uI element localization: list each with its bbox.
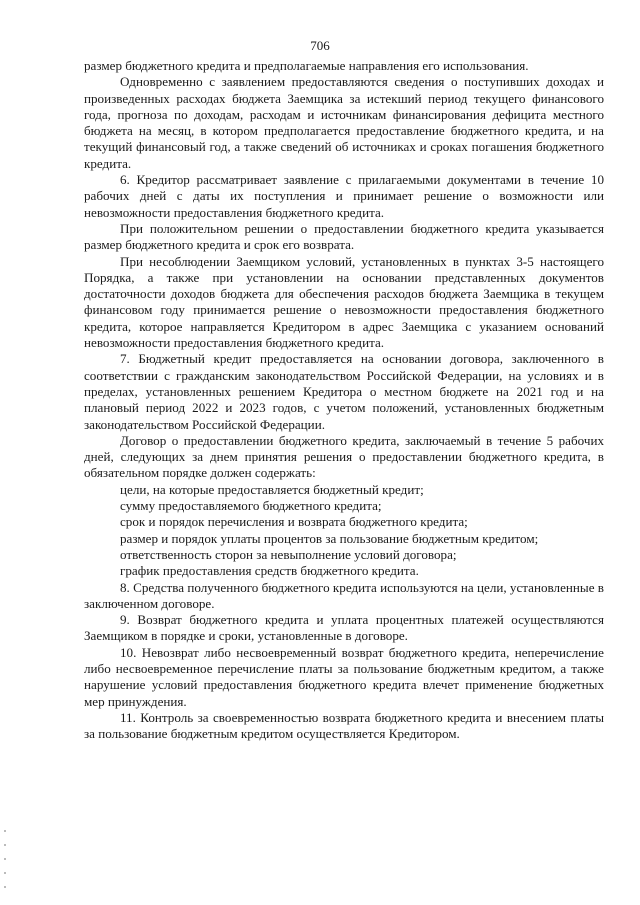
paragraph: Договор о предоставлении бюджетного кредита, заключаемый в течение 5 рабочих дней, следующих за днем принятия решения о предоставлении бюджетного кредита, в обязательном порядке должен содержать: — [84, 432, 604, 481]
paragraph: При положительном решении о предоставлении бюджетного кредита указывается размер бюджетного кредита и срок его возврата. — [84, 220, 604, 253]
list-item: ответственность сторон за невыполнение условий договора; — [120, 546, 457, 562]
list-item: график предоставления средств бюджетного кредита. — [120, 563, 419, 579]
page-number: 706 — [310, 38, 330, 53]
document-body — [84, 58, 604, 742]
paragraph: 6. Кредитор рассматривает заявление с прилагаемыми документами в течение 10 рабочих дней с даты их поступления и принимает решение о возможности или невозможности предоставления бюджетного кредита. — [84, 172, 604, 220]
paragraph: 10. Невозврат либо несвоевременный возврат бюджетного кредита, неперечисление либо несвоевременное перечисление платы за пользование бюджетным кредитом, а также нарушение условий предоставления бюджетного кредита влечет применение бюджетных мер принуждения. — [84, 644, 604, 709]
paragraph: 9. Возврат бюджетного кредита и уплата процентных платежей осуществляются Заемщиком в порядке и сроки, установленные в договоре. — [84, 612, 604, 644]
list-item: размер и порядок уплаты процентов за пользование бюджетным кредитом; — [120, 530, 539, 546]
scan-margin-marks — [4, 830, 8, 900]
list-item: срок и порядок перечисления и возврата бюджетного кредита; — [120, 514, 468, 530]
paragraph: При несоблюдении Заемщиком условий, установленных в пунктах 3-5 настоящего Порядка, а также при установлении на основании представленных документов достаточности доходов бюджета для обеспечения расходов бюджета Заемщика в текущем финансовом году принимается решение о невозможности предоставления бюджетного кредита, которое направляется Кредитором в адрес Заемщика с указанием оснований невозможности предоставления бюджетного кредита. — [84, 253, 604, 351]
paragraph: 11. Контроль за своевременностью возврата бюджетного кредита и внесением платы за пользование бюджетным кредитом осуществляется Кредитором. — [84, 709, 604, 742]
paragraph: 8. Средства полученного бюджетного кредита используются на цели, установленные в заключенном договоре. — [84, 579, 604, 611]
list-item: сумму предоставляемого бюджетного кредита; — [120, 498, 382, 514]
paragraph: 7. Бюджетный кредит предоставляется на основании договора, заключенного в соответствии с гражданским законодательством Российской Федерации, на условиях и в пределах, установленных решением Кредитора о местном бюджете на 2021 год и на плановый период 2022 и 2023 годов, с учетом положений, установленных бюджетным законодательством Российской Федерации. — [84, 351, 604, 432]
paragraph: размер бюджетного кредита и предполагаемые направления его использования. — [84, 58, 529, 73]
list-item: цели, на которые предоставляется бюджетный кредит; — [120, 481, 424, 497]
paragraph: Одновременно с заявлением предоставляются сведения о поступивших доходах и произведенных расходах бюджета Заемщика за истекший период текущего финансового года, прогноза по доходам, расходам и источникам финансирования дефицита местного бюджета на месяц, в котором предполагается предоставление бюджетного кредита, и на текущий финансовый год, а также сведений об источниках и сроках погашения бюджетного кредита. — [84, 74, 604, 171]
